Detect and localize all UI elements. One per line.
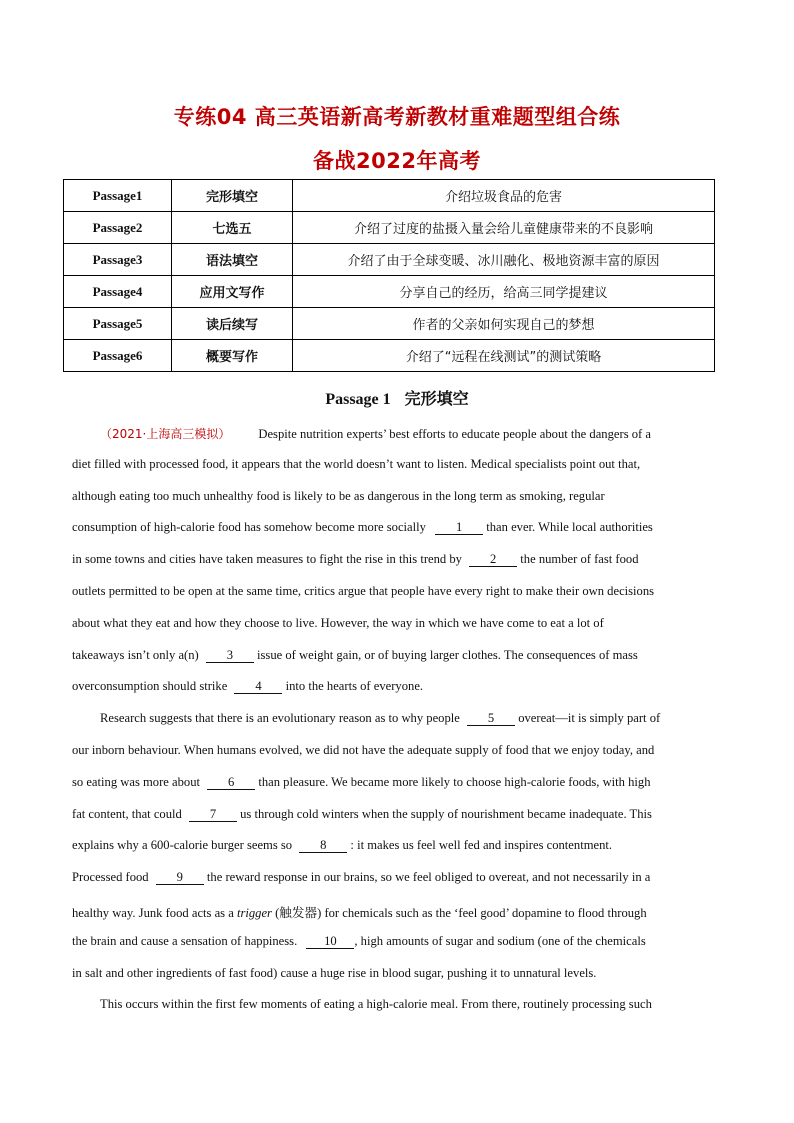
blank-3: 3 xyxy=(206,649,254,663)
document-title: 专练04 高三英语新高考新教材重难题型组合练 xyxy=(173,105,621,129)
passage-line: outlets permitted to be open at the same time, critics argue that people have every right to make their own decisions xyxy=(72,584,655,598)
passage-text: us through cold winters when the supply of nourishment became inadequate. This xyxy=(240,807,652,821)
passage-line: about what they eat and how they choose to live. However, the way in which we have come to eat a lot of xyxy=(72,616,604,630)
passage-line xyxy=(72,648,638,663)
passage-text: the brain and cause a sensation of happiness. xyxy=(72,934,298,948)
passage-line xyxy=(72,775,651,790)
type-cell: 应用文写作 xyxy=(172,276,293,308)
section-heading-zh: 完形填空 xyxy=(404,389,469,408)
passage-cell: Passage2 xyxy=(64,212,172,244)
passage-text: , high amounts of sugar and sodium (one of the chemicals xyxy=(354,934,646,948)
passage-text: issue of weight gain, or of buying larger clothes. The consequences of mass xyxy=(257,648,638,662)
passage-line: diet filled with processed food, it appears that the world doesn’t want to listen. Medical specialists point out that, xyxy=(72,457,641,471)
passage-text: in some towns and cities have taken measures to fight the rise in this trend by xyxy=(72,552,462,566)
blank-1: 1 xyxy=(435,521,483,535)
passage-cell: Passage4 xyxy=(64,276,172,308)
passage-text: than ever. While local authorities xyxy=(486,520,653,534)
passage-text: fat content, that could xyxy=(72,807,182,821)
table-row xyxy=(64,180,715,212)
passage-text: explains why a 600-calorie burger seems so xyxy=(72,838,293,852)
passage-line: although eating too much unhealthy food is likely to be as dangerous in the long term as smoking, regular xyxy=(72,489,605,503)
passage-text: Processed food xyxy=(72,870,149,884)
passage-line xyxy=(72,934,646,949)
blank-9: 9 xyxy=(156,871,204,885)
passage-line xyxy=(72,997,652,1012)
passage-line xyxy=(72,679,423,694)
blank-10: 10 xyxy=(306,935,354,949)
passage-text: healthy way. Junk food acts as a xyxy=(72,906,234,920)
passage-line xyxy=(72,520,653,535)
table-row xyxy=(64,244,715,276)
passage-line xyxy=(100,425,651,442)
passage-line xyxy=(72,838,612,853)
passage-cell: Passage1 xyxy=(64,180,172,212)
overview-table xyxy=(63,179,715,372)
passage-text: so eating was more about xyxy=(72,775,201,789)
type-cell: 概要写作 xyxy=(172,340,293,372)
type-cell: 语法填空 xyxy=(172,244,293,276)
passage-text: overconsumption should strike xyxy=(72,679,228,693)
section-heading xyxy=(0,386,794,409)
table-row xyxy=(64,340,715,372)
document-subtitle: 备战2022年高考 xyxy=(313,149,481,173)
type-cell: 完形填空 xyxy=(172,180,293,212)
blank-6: 6 xyxy=(207,776,255,790)
passage-text: Research suggests that there is an evolutionary reason as to why people xyxy=(100,711,460,725)
passage-line xyxy=(72,902,647,921)
blank-8: 8 xyxy=(299,839,347,853)
passage-text: consumption of high-calorie food has somehow become more socially xyxy=(72,520,426,534)
passage-cell: Passage5 xyxy=(64,308,172,340)
passage-text: Despite nutrition experts’ best efforts to educate people about the dangers of a xyxy=(258,427,651,441)
section-heading-en: Passage 1 xyxy=(325,391,391,408)
passage-line: our inborn behaviour. When humans evolved, we did not have the adequate supply of food that we enjoy today, and xyxy=(72,743,655,757)
passage-cell: Passage6 xyxy=(64,340,172,372)
passage-line xyxy=(72,711,660,726)
passage-text: This occurs within the first few moments of eating a high-calorie meal. From there, routinely processing such xyxy=(100,997,652,1011)
table-row xyxy=(64,308,715,340)
table-row xyxy=(64,212,715,244)
description-cell: 介绍了过度的盐摄入量会给儿童健康带来的不良影响 xyxy=(293,212,715,244)
passage-line xyxy=(72,552,639,567)
passage-text: the reward response in our brains, so we feel obliged to overeat, and not necessarily in a xyxy=(206,870,651,884)
passage-text: : it makes us feel well fed and inspires contentment. xyxy=(350,838,613,852)
blank-4: 4 xyxy=(234,680,282,694)
blank-2: 2 xyxy=(469,553,517,567)
blank-7: 7 xyxy=(189,808,237,822)
passage-text: (触发器) xyxy=(275,906,322,920)
passage-text: overeat—it is simply part of xyxy=(518,711,661,725)
passage-text: into the hearts of everyone. xyxy=(285,679,424,693)
italic-term: trigger xyxy=(236,906,272,920)
passage-line xyxy=(72,870,650,885)
type-cell: 七选五 xyxy=(172,212,293,244)
description-cell: 介绍了“远程在线测试”的测试策略 xyxy=(293,340,715,372)
description-cell: 介绍垃圾食品的危害 xyxy=(293,180,715,212)
description-cell: 分享自己的经历，给高三同学提建议 xyxy=(293,276,715,308)
passage-line xyxy=(72,807,652,822)
table-row xyxy=(64,276,715,308)
passage-cell: Passage3 xyxy=(64,244,172,276)
passage-text: for chemicals such as the ‘feel good’ dopamine to flood through xyxy=(324,906,647,920)
blank-5: 5 xyxy=(467,712,515,726)
source-tag: （2021·上海高三模拟） xyxy=(100,427,231,441)
type-cell: 读后续写 xyxy=(172,308,293,340)
description-cell: 介绍了由于全球变暖、冰川融化、极地资源丰富的原因 xyxy=(293,244,715,276)
passage-text: the number of fast food xyxy=(520,552,639,566)
passage-line: in salt and other ingredients of fast food) cause a huge rise in blood sugar, pushing it to unnatural levels. xyxy=(72,966,597,980)
passage-text: takeaways isn’t only a(n) xyxy=(72,648,199,662)
description-cell: 作者的父亲如何实现自己的梦想 xyxy=(293,308,715,340)
passage-text: than pleasure. We became more likely to choose high-calorie foods, with high xyxy=(258,775,651,789)
